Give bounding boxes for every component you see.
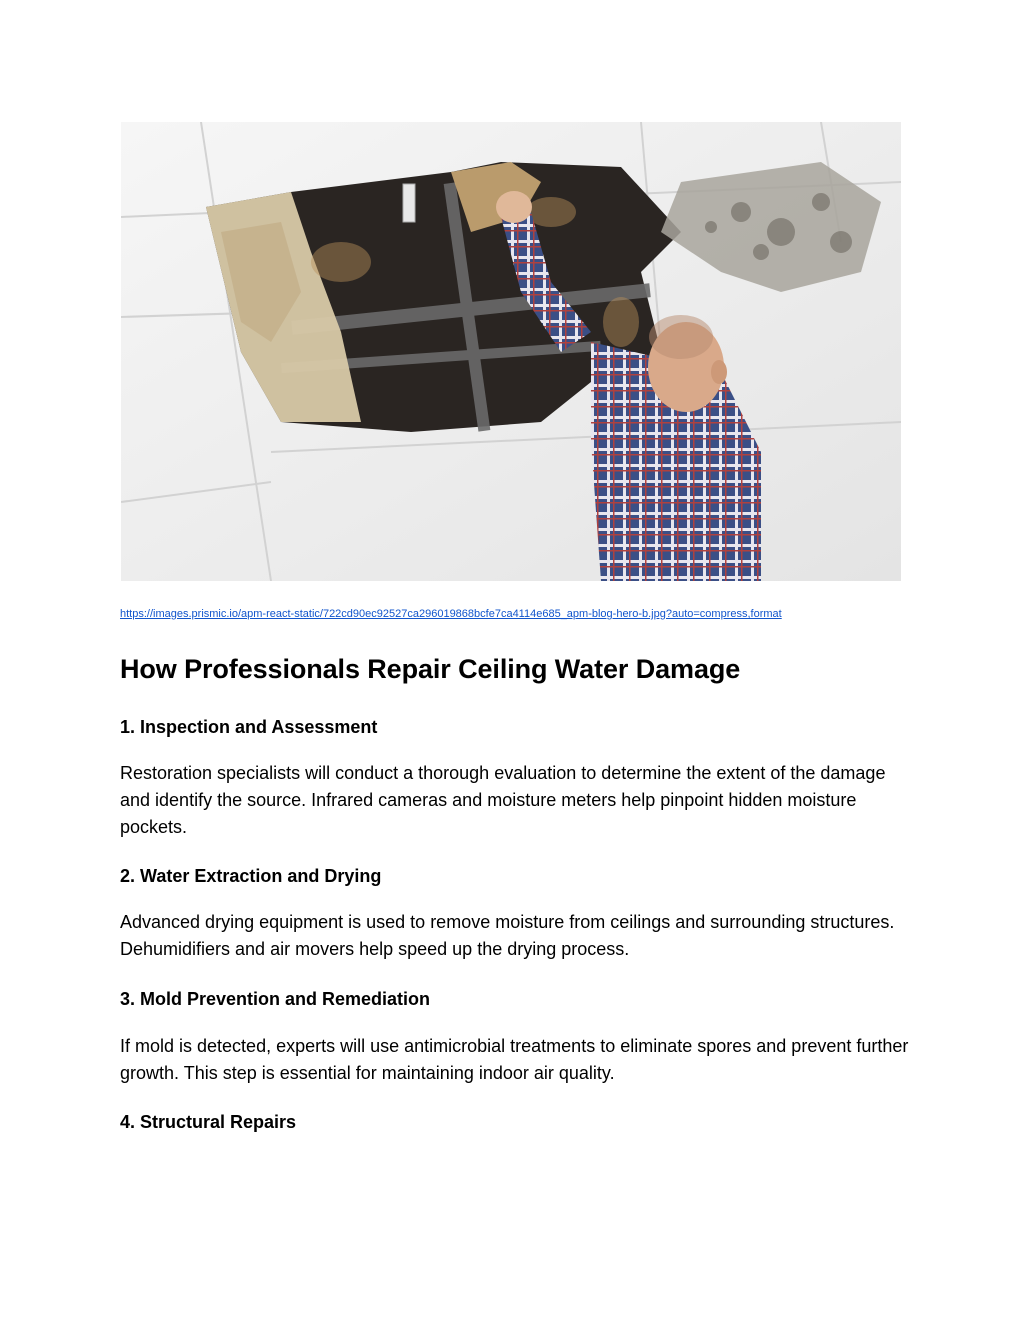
ceiling-damage-illustration (121, 122, 901, 581)
section-heading-inspection: 1. Inspection and Assessment (120, 717, 378, 737)
section-heading-mold: 3. Mold Prevention and Remediation (120, 989, 431, 1009)
section-body-extraction: Advanced drying equipment is used to remove moisture from ceilings and surrounding structures. Dehumidifiers and air movers help speed up the drying process. (120, 912, 895, 959)
article-title: How Professionals Repair Ceiling Water Damage (120, 654, 741, 684)
section-heading-structural: 4. Structural Repairs (120, 1112, 297, 1132)
image-source-link[interactable]: https://images.prismic.io/apm-react-static/722cd90ec92527ca296019868bcfe7ca4114e685_apm-blog-hero-b.jpg?auto=compress,format (120, 608, 782, 620)
hero-image (121, 122, 901, 581)
section-heading-extraction: 2. Water Extraction and Drying (120, 866, 382, 886)
section-body-mold: If mold is detected, experts will use antimicrobial treatments to eliminate spores and prevent further growth. This step is essential for maintaining indoor air quality. (120, 1036, 909, 1083)
section-body-inspection: Restoration specialists will conduct a thorough evaluation to determine the extent of the damage and identify the source. Infrared cameras and moisture meters help pinpoint hidden moisture pockets. (120, 763, 886, 837)
